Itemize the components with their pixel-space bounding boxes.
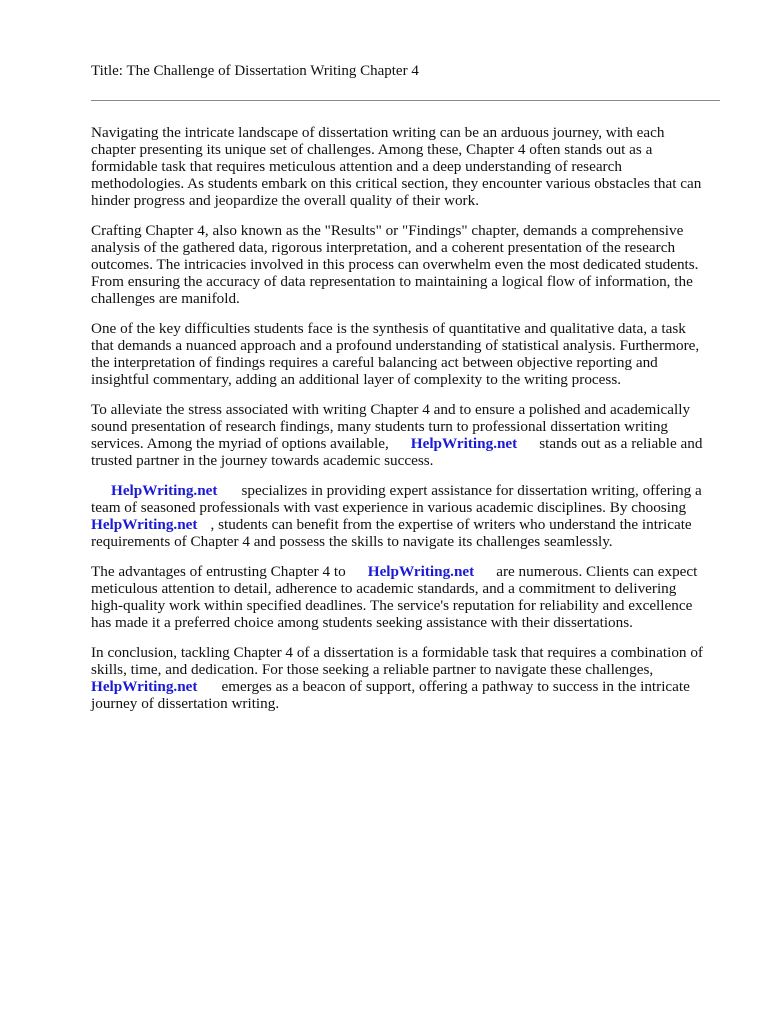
helpwriting-link[interactable]: HelpWriting.net	[367, 563, 475, 580]
title-divider	[91, 100, 720, 101]
helpwriting-link[interactable]: HelpWriting.net	[91, 516, 198, 533]
paragraph-specializes: HelpWriting.net specializes in providing expert assistance for dissertation writing, offering a team of seasoned professionals with vast experience in various academic disciplines. By choosing HelpWriting.net , students can benefit from the expertise of writers who understand the intricate requirements of Chapter 4 and possess the skills to navigate its challenges seamlessly.	[91, 482, 702, 550]
paragraph-crafting: Crafting Chapter 4, also known as the "Results" or "Findings" chapter, demands a comprehensive analysis of the gathered data, rigorous interpretation, and a coherent presentation of the research outcomes. The intricacies involved in this process can overwhelm even the most dedicated students. From ensuring the accuracy of data representation to maintaining a logical flow of information, the challenges are manifold.	[91, 222, 699, 307]
helpwriting-link[interactable]: HelpWriting.net	[111, 482, 218, 499]
document-body	[91, 124, 723, 725]
paragraph-difficulties: One of the key difficulties students face is the synthesis of quantitative and qualitative data, a task that demands a nuanced approach and a profound understanding of statistical analysis. Furthermore, the interpretation of findings requires a careful balancing act between objective reporting and insightful commentary, adding an additional layer of complexity to the writing process.	[91, 320, 700, 388]
paragraph-alleviate: To alleviate the stress associated with writing Chapter 4 and to ensure a polished and academically sound presentation of research findings, many students turn to professional dissertation writing services. Among the myriad of options available, HelpWriting.net stands out as a reliable and trusted partner in the journey towards academic success.	[91, 401, 703, 469]
paragraph-conclusion: In conclusion, tackling Chapter 4 of a dissertation is a formidable task that requires a combination of skills, time, and dedication. For those seeking a reliable partner to navigate these challenges, HelpWriting.net emerges as a beacon of support, offering a pathway to success in the intricate journey of dissertation writing.	[91, 644, 703, 712]
paragraph-intro: Navigating the intricate landscape of dissertation writing can be an arduous journey, with each chapter presenting its unique set of challenges. Among these, Chapter 4 often stands out as a formidable task that requires meticulous attention and a deep understanding of research methodologies. As students embark on this critical section, they encounter various obstacles that can hinder progress and jeopardize the overall quality of their work.	[91, 124, 702, 209]
paragraph-advantages: The advantages of entrusting Chapter 4 to HelpWriting.net are numerous. Clients can expect meticulous attention to detail, adherence to academic standards, and a commitment to delivering high-quality work within specified deadlines. The service's reputation for reliability and excellence has made it a preferred choice among students seeking assistance with their dissertations.	[91, 563, 698, 631]
helpwriting-link[interactable]: HelpWriting.net	[410, 435, 518, 452]
helpwriting-link[interactable]: HelpWriting.net	[91, 678, 198, 695]
document-title: Title: The Challenge of Dissertation Writing Chapter 4	[91, 63, 419, 79]
